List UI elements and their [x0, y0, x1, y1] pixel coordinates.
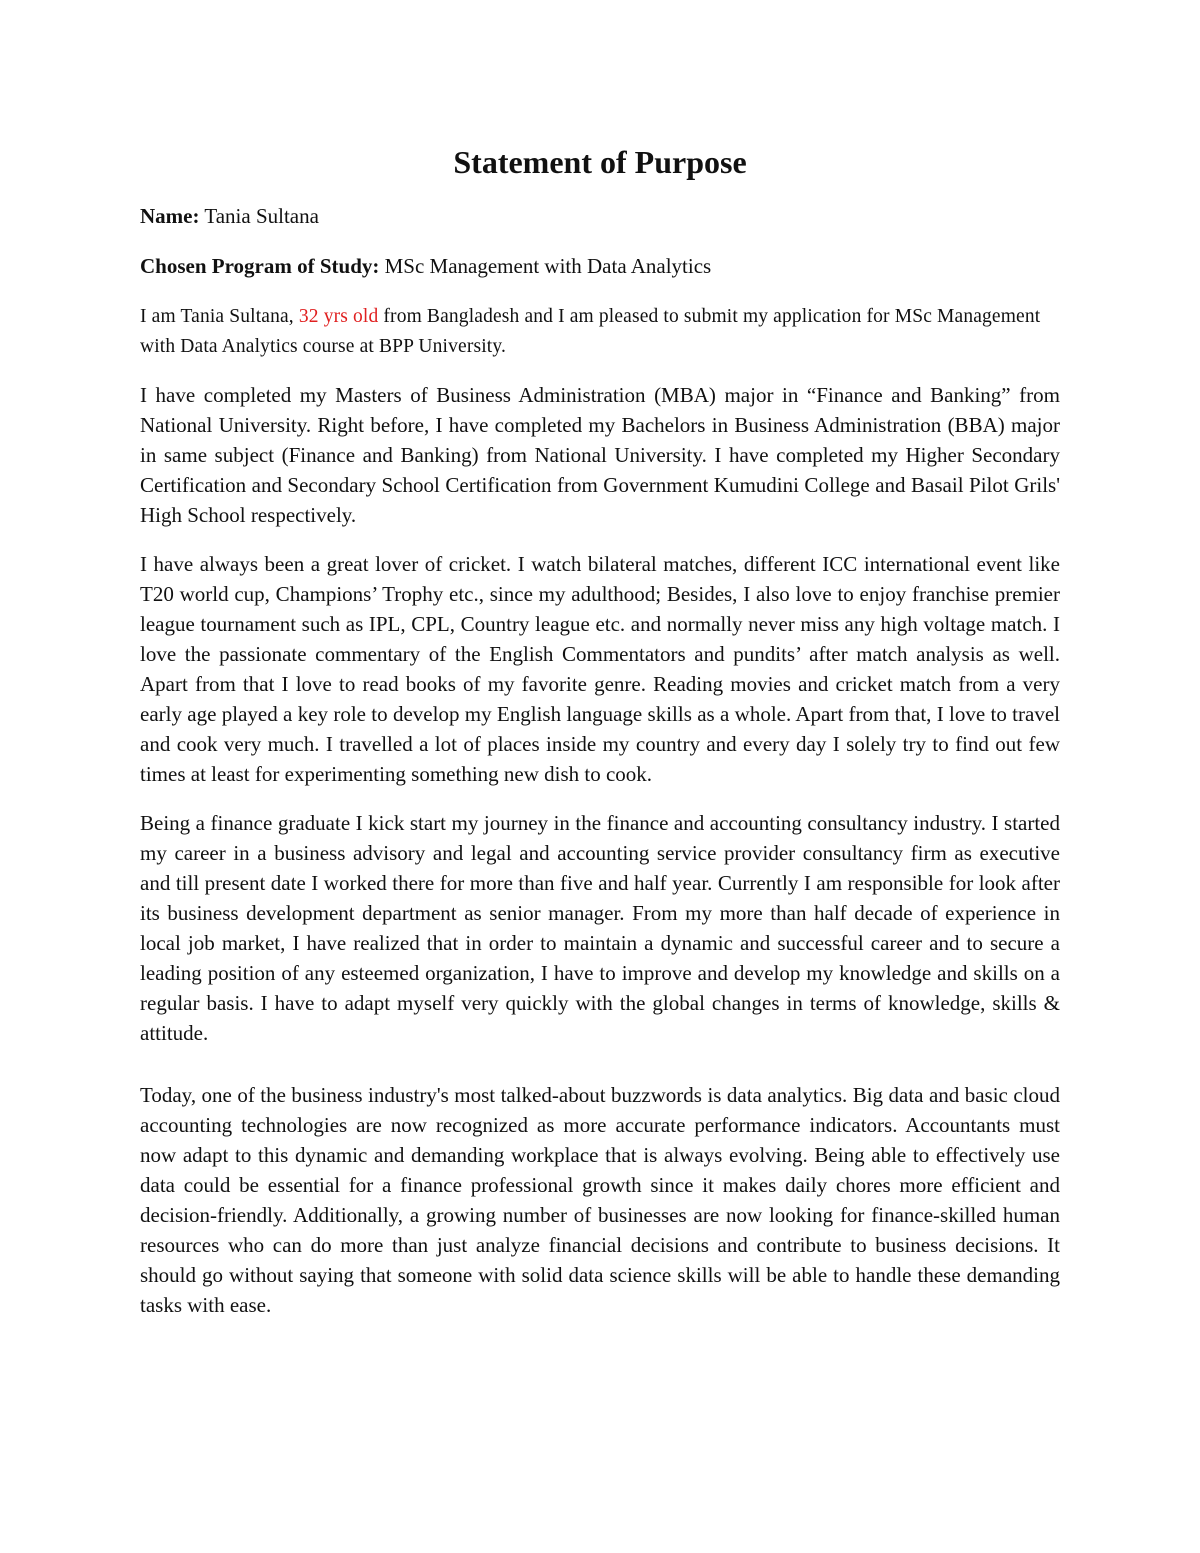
- intro-text-after: from Bangladesh and I am pleased to submit my application for MSc Management with Data Analytics course at BPP University.: [140, 306, 1041, 357]
- age-highlight: 32 yrs old: [298, 306, 379, 327]
- name-value: Tania Sultana: [204, 204, 319, 228]
- program-value: MSc Management with Data Analytics: [384, 254, 712, 278]
- career-paragraph: Being a finance graduate I kick start my journey in the finance and accounting consultancy industry. I started my career in a business advisory and legal and accounting service provider consultancy firm as executive and till present date I worked there for more than five and half year. Currently I am responsible for look after its business development department as senior manager. From my more than half decade of experience in local job market, I have realized that in order to maintain a dynamic and successful career and to secure a leading position of any esteemed organization, I have to improve and develop my knowledge and skills on a regular basis. I have to adapt myself very quickly with the global changes in terms of knowledge, skills & attitude.: [140, 811, 1060, 1045]
- name-label: Name:: [140, 204, 200, 228]
- document-title: Statement of Purpose: [453, 144, 747, 180]
- name-line: [140, 202, 1060, 230]
- intro-paragraph: [140, 302, 1060, 362]
- program-label: Chosen Program of Study:: [140, 254, 380, 278]
- hobbies-paragraph: I have always been a great lover of cricket. I watch bilateral matches, different ICC international event like T20 world cup, Champions’ Trophy etc., since my adulthood; Besides, I also love to enjoy franchise premier league tournament such as IPL, CPL, Country league etc. and normally never miss any high voltage match. I love the passionate commentary of the English Commentators and pundits’ after match analysis as well. Apart from that I love to read books of my favorite genre. Reading movies and cricket match from a very early age played a key role to develop my English language skills as a whole. Apart from that, I love to travel and cook very much. I travelled a lot of places inside my country and every day I solely try to find out few times at least for experimenting something new dish to cook.: [140, 552, 1060, 786]
- document-page: [140, 140, 1060, 1339]
- intro-text-before: I am Tania Sultana,: [140, 306, 294, 327]
- education-paragraph: I have completed my Masters of Business Administration (MBA) major in “Finance and Banking” from National University. Right before, I have completed my Bachelors in Business Administration (BBA) major in same subject (Finance and Banking) from National University. I have completed my Higher Secondary Certification and Secondary School Certification from Government Kumudini College and Basail Pilot Grils' High School respectively.: [140, 383, 1060, 527]
- program-line: [140, 252, 1060, 280]
- data-analytics-paragraph: Today, one of the business industry's most talked-about buzzwords is data analytics. Big data and basic cloud accounting technologies are now recognized as more accurate performance indicators. Accountants must now adapt to this dynamic and demanding workplace that is always evolving. Being able to effectively use data could be essential for a finance professional growth since it makes daily chores more efficient and decision-friendly. Additionally, a growing number of businesses are now looking for finance-skilled human resources who can do more than just analyze financial decisions and contribute to business decisions. It should go without saying that someone with solid data science skills will be able to handle these demanding tasks with ease.: [140, 1083, 1060, 1317]
